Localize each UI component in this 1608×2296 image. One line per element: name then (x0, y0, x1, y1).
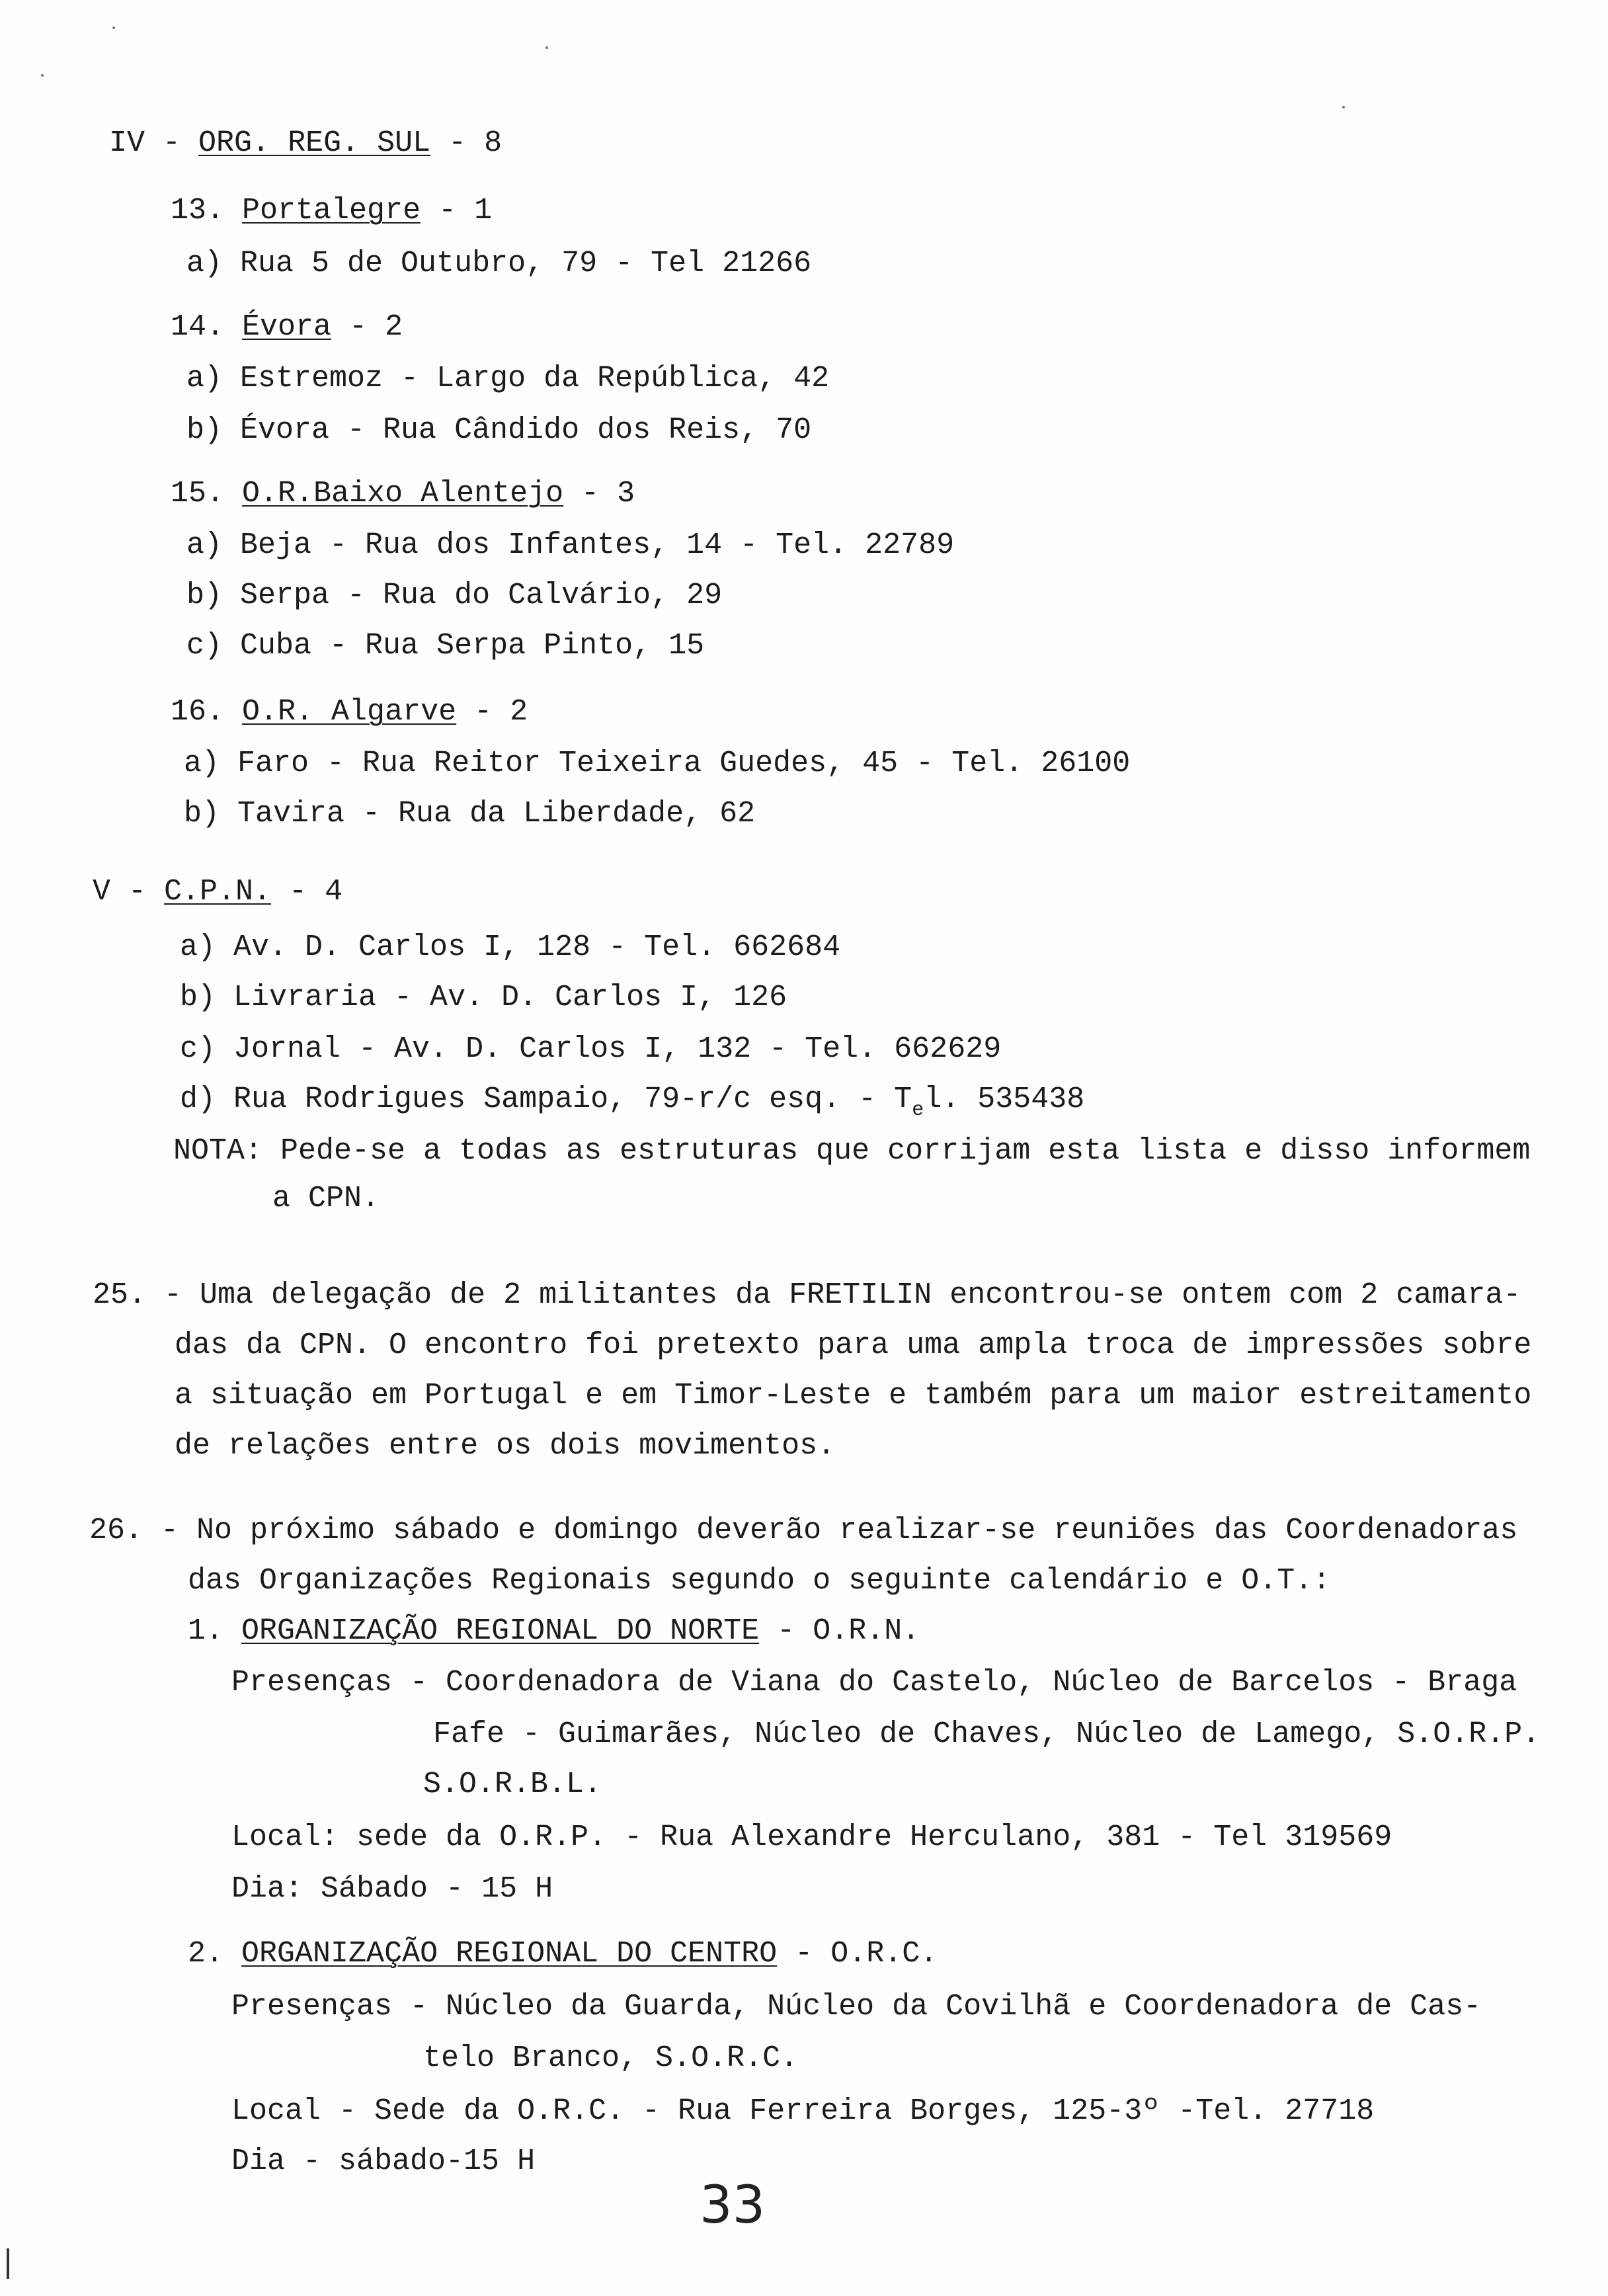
paragraph-25-line: das da CPN. O encontro foi pretexto para uma ampla troca de impressões sobre (175, 1329, 1532, 1362)
paragraph-26-line: 26. - No próximo sábado e domingo deverão realizar-se reuniões das Coordenadoras (89, 1514, 1518, 1547)
item-name: Portalegre (242, 194, 421, 227)
sub-item-2-header (188, 1936, 938, 1972)
page-number: 33 (700, 2176, 766, 2235)
nota-line: NOTA: Pede-se a todas as estruturas que corrijam esta lista e disso informem (173, 1134, 1531, 1168)
item-count: - 2 (349, 310, 403, 344)
scan-speck (41, 74, 44, 77)
scan-speck (1342, 106, 1345, 108)
address-line: a) Rua 5 de Outubro, 79 - Tel 21266 (186, 247, 812, 280)
sub-item-suffix: - O.R.C. (795, 1937, 938, 1971)
section-iv-title: ORG. REG. SUL (198, 126, 431, 160)
local-line: Local - Sede da O.R.C. - Rua Ferreira Borges, 125-3º -Tel. 27718 (231, 2094, 1375, 2128)
address-line: b) Évora - Rua Cândido dos Reis, 70 (186, 413, 812, 447)
sub-item-number: 1. (188, 1614, 224, 1648)
section-v-title: C.P.N. (164, 875, 272, 909)
item-14-header (171, 309, 403, 345)
sub-item-suffix: - O.R.N. (777, 1614, 920, 1648)
section-iv-roman: IV - (109, 126, 181, 160)
sub-item-title: ORGANIZAÇÃO REGIONAL DO NORTE (241, 1614, 760, 1648)
section-v-count: - 4 (289, 875, 343, 909)
item-name: O.R.Baixo Alentejo (242, 477, 564, 511)
item-count: - 2 (474, 695, 528, 729)
dia-line: Dia - sábado-15 H (231, 2145, 536, 2178)
margin-mark (7, 2248, 9, 2279)
address-line: c) Jornal - Av. D. Carlos I, 132 - Tel. 662629 (180, 1032, 1002, 1066)
paragraph-26-line: das Organizações Regionais segundo o seguinte calendário e O.T.: (188, 1564, 1331, 1598)
address-text: l. 535438 (924, 1083, 1085, 1116)
address-text: d) Rua Rodrigues Sampaio, 79-r/c esq. - T (180, 1083, 912, 1116)
presencas-line: telo Branco, S.O.R.C. (423, 2041, 799, 2075)
address-line: b) Tavira - Rua da Liberdade, 62 (184, 797, 756, 831)
section-iv-count: - 8 (448, 126, 502, 160)
sub-item-title: ORGANIZAÇÃO REGIONAL DO CENTRO (241, 1937, 778, 1971)
paragraph-25-line: a situação em Portugal e em Timor-Leste e também para um maior estreitamento (175, 1379, 1532, 1413)
address-subscript: e (912, 1099, 924, 1122)
section-v-roman: V - (93, 875, 147, 909)
item-13-header (171, 193, 492, 229)
sub-item-1-header (188, 1614, 920, 1649)
address-line: a) Faro - Rua Reitor Teixeira Guedes, 45 - Tel. 26100 (184, 747, 1131, 780)
item-name: O.R. Algarve (242, 695, 457, 729)
paragraph-25-line: 25. - Uma delegação de 2 militantes da FRETILIN encontrou-se ontem com 2 camara- (93, 1278, 1521, 1312)
address-line: b) Serpa - Rua do Calvário, 29 (186, 579, 723, 612)
item-count: - 1 (438, 194, 493, 227)
address-line: a) Beja - Rua dos Infantes, 14 - Tel. 22789 (186, 528, 955, 562)
item-name: Évora (242, 310, 332, 344)
item-count: - 3 (581, 477, 635, 511)
address-line: b) Livraria - Av. D. Carlos I, 126 (180, 981, 787, 1014)
item-number: 13. (171, 194, 225, 227)
presencas-line: Presenças - Núcleo da Guarda, Núcleo da Covilhã e Coordenadora de Cas- (231, 1990, 1482, 2024)
scan-speck (112, 26, 115, 29)
section-v-header (93, 874, 342, 910)
address-line: a) Estremoz - Largo da República, 42 (186, 362, 830, 395)
paragraph-25-line: de relações entre os dois movimentos. (175, 1429, 836, 1463)
address-line: c) Cuba - Rua Serpa Pinto, 15 (186, 629, 705, 663)
presencas-line: S.O.R.B.L. (423, 1768, 602, 1801)
item-16-header (171, 694, 528, 730)
sub-item-number: 2. (188, 1937, 224, 1971)
address-line: a) Av. D. Carlos I, 128 - Tel. 662684 (180, 930, 841, 964)
presencas-line: Fafe - Guimarães, Núcleo de Chaves, Núcleo de Lamego, S.O.R.P. (433, 1717, 1541, 1751)
dia-line: Dia: Sábado - 15 H (231, 1872, 553, 1906)
nota-line: a CPN. (272, 1182, 380, 1215)
local-line: Local: sede da O.R.P. - Rua Alexandre Herculano, 381 - Tel 319569 (231, 1821, 1392, 1854)
scan-speck (545, 46, 548, 49)
item-number: 14. (171, 310, 225, 344)
item-number: 15. (171, 477, 225, 511)
item-15-header (171, 476, 635, 512)
address-line-d (180, 1082, 1084, 1120)
presencas-line: Presenças - Coordenadora de Viana do Castelo, Núcleo de Barcelos - Braga (231, 1666, 1517, 1700)
section-iv-header (109, 126, 502, 161)
item-number: 16. (171, 695, 225, 729)
